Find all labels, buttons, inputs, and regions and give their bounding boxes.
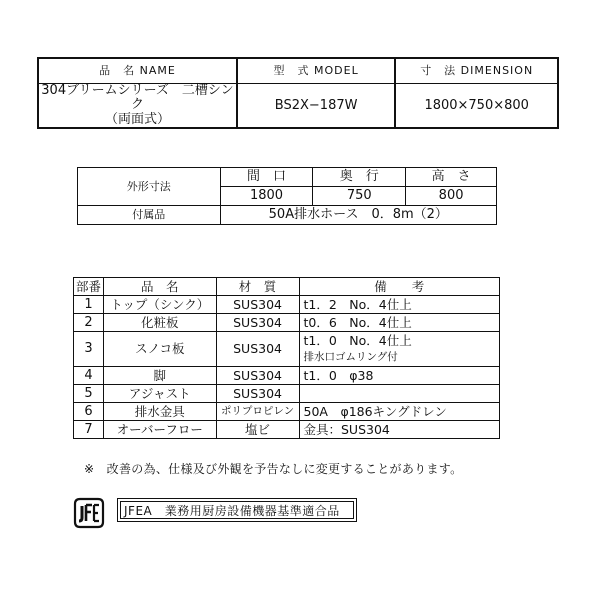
table-row [74, 367, 500, 385]
part-material: SUS304 [216, 385, 299, 403]
part-name: 排水金具 [103, 403, 216, 421]
table-row [74, 421, 500, 439]
table-row [74, 296, 500, 314]
depth-header: 奥 行 [313, 168, 406, 187]
certification-label [117, 498, 357, 522]
part-remarks [299, 385, 500, 403]
part-material: 塩ビ [216, 421, 299, 439]
depth-value: 750 [313, 187, 406, 206]
part-remarks-line2: 排水口ゴムリング付 [299, 349, 500, 367]
part-material: SUS304 [216, 367, 299, 385]
part-no: 2 [74, 314, 104, 332]
width-value: 1800 [220, 187, 313, 206]
part-name: 化粧板 [103, 314, 216, 332]
part-name: 脚 [103, 367, 216, 385]
dimension-header: 寸 法 DIMENSION [395, 58, 558, 84]
part-remarks: t1．0 φ38 [299, 367, 500, 385]
table-row [74, 385, 500, 403]
accessory-label: 付属品 [78, 206, 221, 225]
table-row [74, 403, 500, 421]
disclaimer-note: ※ 改善の為、仕様及び外観を予告なしに変更することがあります。 [84, 462, 463, 476]
part-no: 3 [74, 332, 104, 367]
part-material: ポリプロピレン [216, 403, 299, 421]
part-material: SUS304 [216, 314, 299, 332]
certification-text: JFEA 業務用厨房設備機器基準適合品 [124, 503, 340, 518]
height-value: 800 [406, 187, 497, 206]
model-header: 型 式 MODEL [237, 58, 395, 84]
part-remarks: t0．6 No．4仕上 [299, 314, 500, 332]
jfea-logo-icon [72, 496, 106, 530]
part-name: オーバーフロー [103, 421, 216, 439]
no-header: 部番 [74, 278, 104, 296]
part-no: 5 [74, 385, 104, 403]
outer-dimension-table [77, 167, 497, 225]
part-no: 7 [74, 421, 104, 439]
part-name: アジャスト [103, 385, 216, 403]
part-name: トップ（シンク） [103, 296, 216, 314]
part-material: SUS304 [216, 296, 299, 314]
part-no: 1 [74, 296, 104, 314]
part-no: 6 [74, 403, 104, 421]
name-header: 品 名 NAME [38, 58, 237, 84]
part-name-header: 品 名 [103, 278, 216, 296]
parts-table [73, 277, 500, 439]
part-remarks: 50A φ186キングドレン [299, 403, 500, 421]
outer-dimension-label: 外形寸法 [78, 168, 221, 206]
part-remarks: t1．0 No．4仕上 [299, 332, 500, 350]
part-material: SUS304 [216, 332, 299, 367]
accessory-value: 50A排水ホース 0．8m（2） [220, 206, 496, 225]
model-value: BS2X−187W [237, 84, 395, 128]
dimension-value: 1800×750×800 [395, 84, 558, 128]
material-header: 材 質 [216, 278, 299, 296]
table-row [74, 314, 500, 332]
table-row [74, 332, 500, 350]
height-header: 高 さ [406, 168, 497, 187]
part-no: 4 [74, 367, 104, 385]
remarks-header: 備 考 [299, 278, 500, 296]
part-name: スノコ板 [103, 332, 216, 367]
product-spec-header [37, 57, 559, 129]
product-name [38, 84, 237, 128]
width-header: 間 口 [220, 168, 313, 187]
product-name-line1: 304ブリームシリーズ 二槽シンク [41, 83, 234, 113]
part-remarks: 金具：SUS304 [299, 421, 500, 439]
product-name-line2: （両面式） [104, 111, 170, 127]
part-remarks: t1．2 No．4仕上 [299, 296, 500, 314]
